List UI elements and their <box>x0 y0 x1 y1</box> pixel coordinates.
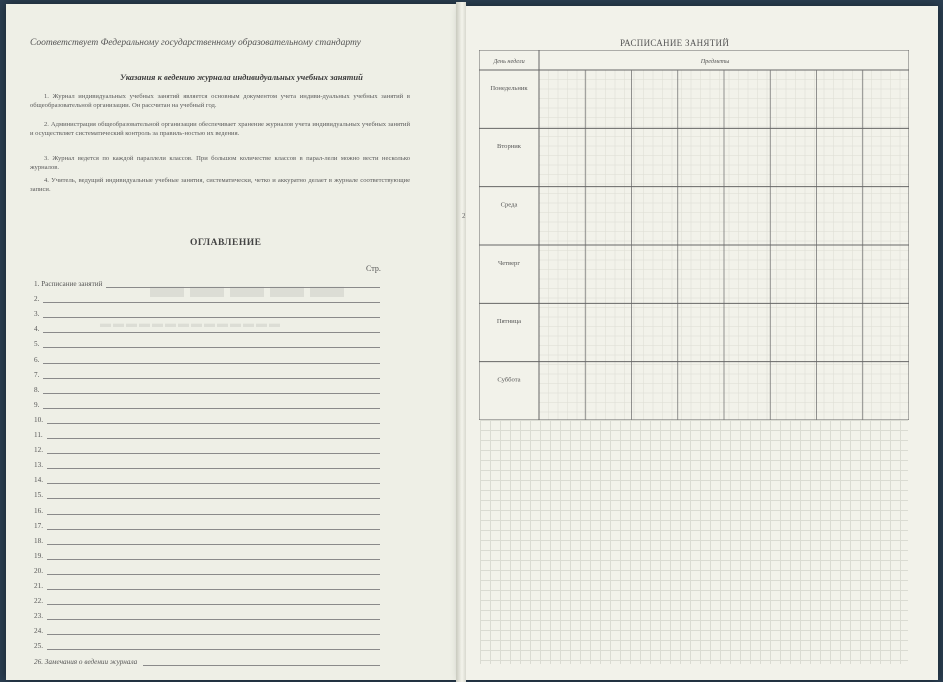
page-number: 2 <box>462 212 466 220</box>
toc-row <box>34 336 380 350</box>
toc-fill-line <box>43 393 380 394</box>
day-label: Вторник <box>496 143 522 151</box>
toc-item-label: 13. <box>34 461 43 470</box>
toc-item-label: 4. <box>34 325 40 334</box>
toc-item-label: 21. <box>34 582 43 590</box>
toc-item-label: 12. <box>34 446 43 455</box>
toc-fill-line <box>47 529 380 530</box>
toc-row <box>34 442 380 456</box>
book-spine <box>456 2 466 682</box>
toc-fill-line <box>47 634 380 635</box>
graph-paper-grid <box>480 420 908 664</box>
toc-row <box>34 427 380 441</box>
toc-item-label: 10. <box>34 415 43 424</box>
toc-fill-line <box>43 317 380 318</box>
toc-page-column-label: Стр. <box>366 264 381 273</box>
toc-item-label: 9. <box>34 400 40 409</box>
toc-row <box>34 563 380 577</box>
toc-item-label: 3. <box>34 310 40 319</box>
toc-title: ОГЛАВЛЕНИЕ <box>190 238 262 248</box>
toc-row <box>34 412 380 426</box>
toc-row <box>34 367 380 381</box>
instruction-paragraph-1: 1. Журнал индивидуальных учебных занятий является основным документом учета индиви-дуальных учебных занятий в общеобразовательной организации. Он рассчитан на учебный год. <box>30 93 410 109</box>
toc-fill-line <box>43 332 380 333</box>
toc-fill-line <box>47 468 380 469</box>
show-through-title: ▬▬▬▬▬ <box>150 268 350 305</box>
toc-row <box>34 548 380 562</box>
toc-item-label: 6. <box>34 355 40 364</box>
schedule-table <box>479 50 909 420</box>
toc-row <box>34 352 380 366</box>
toc-fill-line <box>47 544 380 545</box>
toc-row <box>34 533 380 547</box>
toc-item-label: 2. <box>34 295 40 304</box>
instruction-paragraph-4: 4. Учитель, ведущий индивидуальные учебные занятия, систематически, четко и аккуратно делает в журнале соответствующие записи. <box>30 177 410 193</box>
toc-fill-line <box>47 649 380 650</box>
toc-row <box>34 291 380 305</box>
toc-item-label: 7. <box>34 370 40 379</box>
toc-row <box>34 638 380 652</box>
day-label: Суббота <box>497 376 521 384</box>
toc-fill-line <box>47 483 380 484</box>
toc-item-label: 5. <box>34 340 40 349</box>
toc-row <box>34 397 380 411</box>
instruction-paragraph-3: 3. Журнал ведется по каждой параллели классов. При большом количестве классов в парал-лели можно вести несколько журналов. <box>30 155 410 171</box>
toc-fill-line <box>47 559 380 560</box>
toc-row <box>34 623 380 637</box>
toc-fill-line <box>143 665 380 666</box>
toc-row <box>34 608 380 622</box>
toc-fill-line <box>47 574 380 575</box>
toc-item-label: 16. <box>34 506 43 515</box>
toc-fill-line <box>47 589 380 590</box>
instruction-paragraph-2: 2. Администрация общеобразовательной организации обеспечивает хранение журналов учета индивидуальных учебных занятий и осуществляет систематический контроль за правиль-ностью их ведения. <box>30 121 410 137</box>
toc-row <box>34 654 380 668</box>
toc-row <box>34 593 380 607</box>
day-label: Пятница <box>496 318 522 326</box>
toc-item-label: 15. <box>34 491 43 500</box>
toc-fill-line <box>47 604 380 605</box>
toc-fill-line <box>47 498 380 499</box>
toc-item-label: 24. <box>34 627 43 636</box>
toc-fill-line <box>43 378 380 379</box>
toc-item-label: 23. <box>34 612 43 621</box>
toc-fill-line <box>47 423 380 424</box>
instructions-title: Указания к ведению журнала индивидуальных учебных занятий <box>120 72 363 82</box>
day-label: Понедельник <box>490 84 528 92</box>
toc-item-label: 8. <box>34 385 40 394</box>
toc-row <box>34 503 380 517</box>
toc-fill-line <box>47 619 380 620</box>
toc-fill-line <box>47 514 380 515</box>
day-label: Четверг <box>497 259 521 267</box>
toc-row <box>34 472 380 486</box>
toc-item-label: 14. <box>34 476 43 485</box>
toc-fill-line <box>43 363 380 364</box>
day-label: Среда <box>500 201 518 209</box>
toc-row <box>34 487 380 501</box>
toc-fill-line <box>47 438 380 439</box>
toc-item-label: 17. <box>34 521 43 530</box>
toc-item-label: 20. <box>34 566 43 575</box>
toc-row <box>34 321 380 335</box>
toc-item-label: 1. Расписание занятий <box>34 280 103 288</box>
toc-row <box>34 306 380 320</box>
toc-fill-line <box>43 347 380 348</box>
show-through-subtitle: ▬▬▬▬▬▬▬▬▬▬▬▬▬▬ <box>100 318 282 330</box>
toc-row <box>34 382 380 396</box>
toc-fill-line <box>43 408 380 409</box>
toc-item-label: 19. <box>34 551 43 560</box>
column-header-day: День недели <box>493 58 525 65</box>
toc-fill-line <box>106 287 380 288</box>
column-header-subjects: Предметы <box>700 58 730 65</box>
toc-item-label: 26. Замечания о ведении журнала <box>34 657 138 666</box>
toc-row <box>34 518 380 532</box>
toc-row <box>34 276 380 290</box>
standard-conformity-note: Соответствует Федеральному государственному образовательному стандарту <box>30 38 361 48</box>
toc-fill-line <box>43 302 380 303</box>
toc-row <box>34 578 380 592</box>
toc-item-label: 11. <box>34 431 43 439</box>
schedule-title: РАСПИСАНИЕ ЗАНЯТИЙ <box>620 38 730 48</box>
toc-item-label: 25. <box>34 642 43 651</box>
toc-item-label: 18. <box>34 536 43 545</box>
toc-row <box>34 457 380 471</box>
toc-fill-line <box>47 453 380 454</box>
toc-item-label: 22. <box>34 597 43 606</box>
